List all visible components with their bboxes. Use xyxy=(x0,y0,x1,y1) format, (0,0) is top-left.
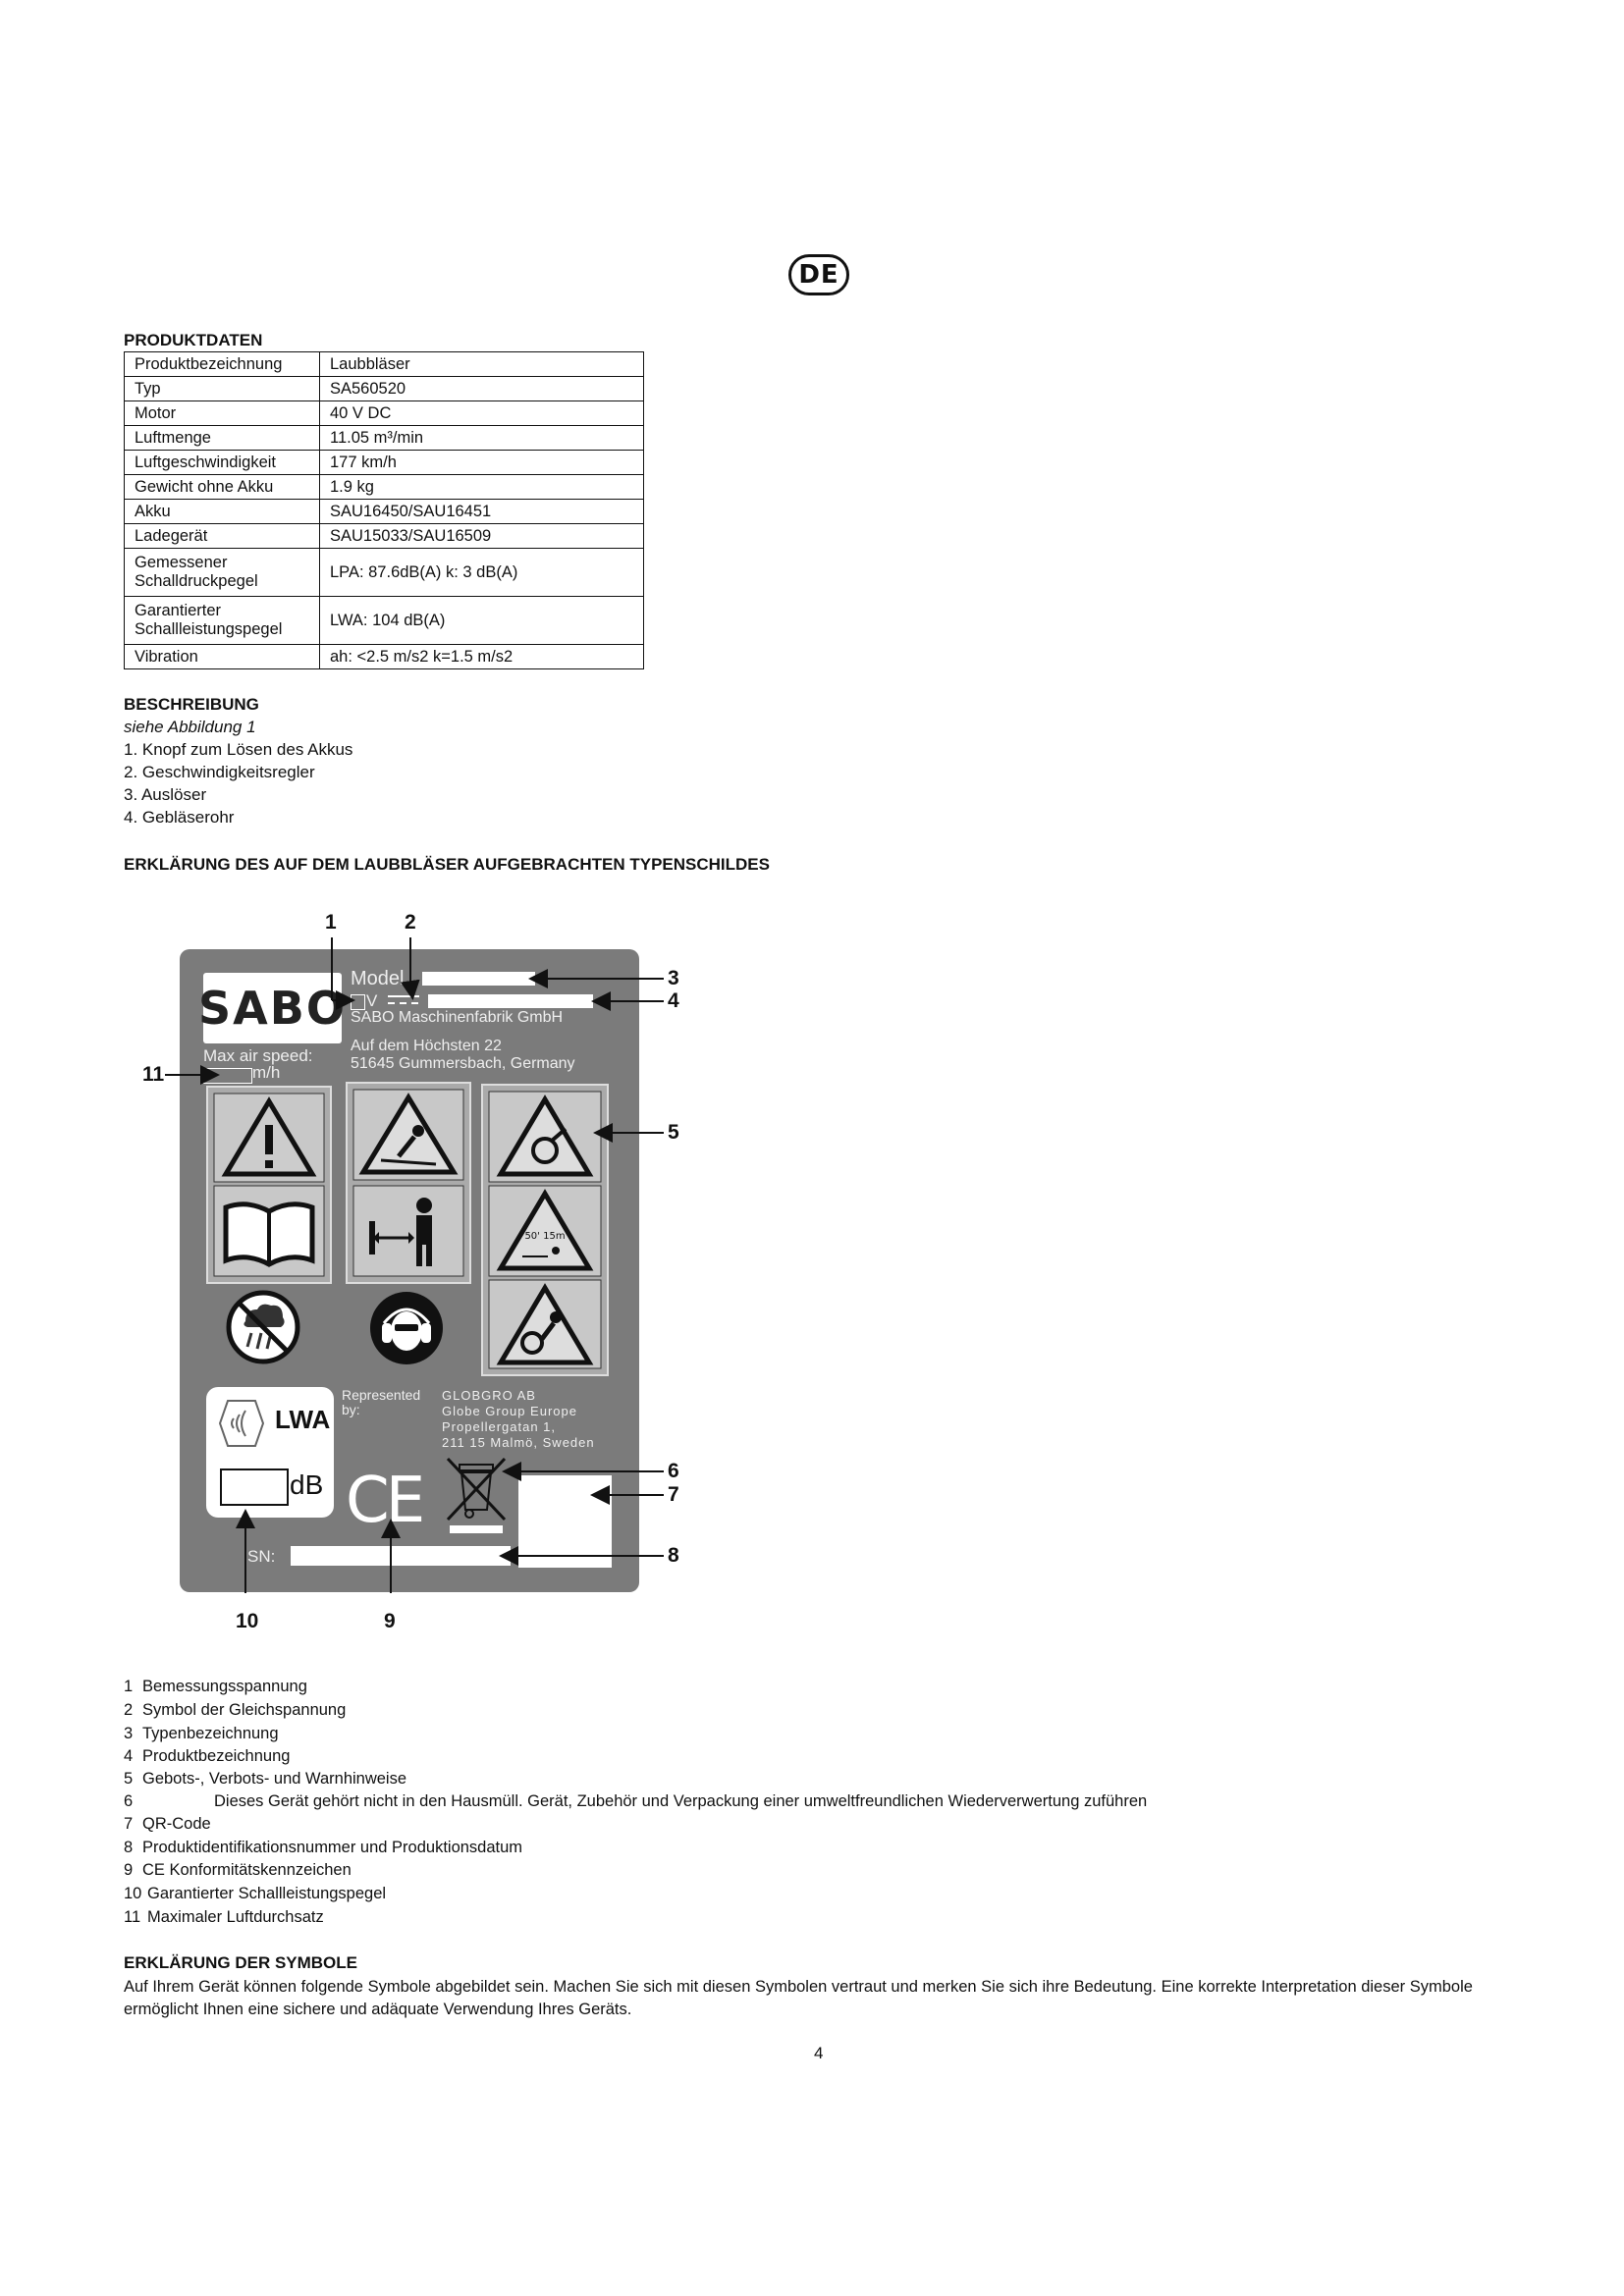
table-row xyxy=(125,426,644,451)
callout-5: 5 xyxy=(668,1121,679,1144)
table-row xyxy=(125,451,644,475)
language-badge: DE xyxy=(788,254,849,295)
list-item: 11 Maximaler Luftdurchsatz xyxy=(124,1908,324,1926)
list-item: 3. Auslöser xyxy=(124,785,207,804)
spec-value: ah: <2.5 m/s2 k=1.5 m/s2 xyxy=(320,645,644,669)
brand-logo: SABO xyxy=(203,973,342,1043)
product-data-heading: PRODUKTDATEN xyxy=(124,331,263,349)
speed-unit: m/h xyxy=(252,1063,281,1082)
list-item: 3 Typenbezeichnung xyxy=(124,1725,279,1742)
list-item: 4 Produktbezeichnung xyxy=(124,1747,291,1765)
table-row xyxy=(125,645,644,669)
representative-address: GLOBGRO AB Globe Group Europe Propellergatan 1, 211 15 Malmö, Sweden xyxy=(442,1388,595,1450)
spec-value: LWA: 104 dB(A) xyxy=(320,597,644,645)
voltage-label: V xyxy=(366,991,378,1010)
callout-8: 8 xyxy=(668,1544,679,1567)
spec-label: Typ xyxy=(125,377,320,401)
list-item: 9 CE Konformitätskennzeichen xyxy=(124,1861,352,1879)
sn-label: SN: xyxy=(247,1547,276,1566)
svg-text:50' 15m: 50' 15m xyxy=(524,1231,566,1242)
callout-1: 1 xyxy=(325,911,337,934)
spec-label: Produktbezeichnung xyxy=(125,352,320,377)
address-line-2: 51645 Gummersbach, Germany xyxy=(351,1055,575,1072)
symbols-heading: ERKLÄRUNG DER SYMBOLE xyxy=(124,1953,358,1972)
ce-mark: CE xyxy=(346,1465,422,1537)
spec-label: Luftgeschwindigkeit xyxy=(125,451,320,475)
table-row xyxy=(125,401,644,426)
list-item: 10 Garantierter Schallleistungspegel xyxy=(124,1885,387,1902)
spec-value: 177 km/h xyxy=(320,451,644,475)
callout-4: 4 xyxy=(668,989,679,1012)
description-heading: BESCHREIBUNG xyxy=(124,695,259,714)
spec-label: Akku xyxy=(125,500,320,524)
callout-11: 11 xyxy=(142,1063,165,1086)
lwa-label: LWA xyxy=(275,1405,331,1434)
rating-plate-heading: ERKLÄRUNG DES AUF DEM LAUBBLÄSER AUFGEBRACHTEN TYPENSCHILDES xyxy=(124,855,770,874)
spec-value: LPA: 87.6dB(A) k: 3 dB(A) xyxy=(320,549,644,597)
symbols-text-line-1: Auf Ihrem Gerät können folgende Symbole abgebildet sein. Machen Sie sich mit diesen Symbolen vertraut und merken Sie sich ihre Bedeutung. Eine korrekte Interpretation dieser Symbole xyxy=(124,1978,1473,1996)
spec-value: SA560520 xyxy=(320,377,644,401)
callout-lines xyxy=(137,898,697,1644)
description-subtitle: siehe Abbildung 1 xyxy=(124,718,256,736)
spec-label: Gemessener Schalldruckpegel xyxy=(125,549,320,597)
list-item: 4. Gebläserohr xyxy=(124,808,235,827)
table-row xyxy=(125,500,644,524)
represented-label: Represented by: xyxy=(342,1387,421,1417)
spec-label: Gewicht ohne Akku xyxy=(125,475,320,500)
list-item: 2 Symbol der Gleichspannung xyxy=(124,1701,347,1719)
address-line-1: Auf dem Höchsten 22 xyxy=(351,1038,502,1054)
max-air-speed-label: Max air speed: xyxy=(203,1046,313,1065)
list-item: 8 Produktidentifikationsnummer und Produktionsdatum xyxy=(124,1839,523,1856)
table-row xyxy=(125,524,644,549)
symbols-text-line-2: ermöglicht Ihnen eine sichere und adäquate Verwendung Ihres Geräts. xyxy=(124,2001,632,2018)
db-label: dB xyxy=(290,1469,324,1500)
list-item: 6 Dieses Gerät gehört nicht in den Hausmüll. Gerät, Zubehör und Verpackung einer umweltfreundlichen Wiederverwertung zuführen xyxy=(124,1792,1148,1810)
table-row xyxy=(125,475,644,500)
list-item: 2. Geschwindigkeitsregler xyxy=(124,763,315,781)
table-row xyxy=(125,377,644,401)
spec-label: Ladegerät xyxy=(125,524,320,549)
callout-2: 2 xyxy=(405,911,416,934)
callout-10: 10 xyxy=(236,1610,259,1632)
spec-value: 40 V DC xyxy=(320,401,644,426)
spec-label: Vibration xyxy=(125,645,320,669)
manufacturer-text: SABO Maschinenfabrik GmbH xyxy=(351,1009,564,1026)
model-label: Model xyxy=(351,968,405,989)
list-item: 1 Bemessungsspannung xyxy=(124,1678,307,1695)
table-row xyxy=(125,597,644,645)
list-item: 1. Knopf zum Lösen des Akkus xyxy=(124,740,353,759)
callout-9: 9 xyxy=(384,1610,396,1632)
page-number: 4 xyxy=(814,2044,824,2062)
spec-label: Motor xyxy=(125,401,320,426)
callout-6: 6 xyxy=(668,1460,679,1482)
spec-value: 11.05 m³/min xyxy=(320,426,644,451)
callout-3: 3 xyxy=(668,967,679,989)
spec-value: SAU16450/SAU16451 xyxy=(320,500,644,524)
spec-label: Luftmenge xyxy=(125,426,320,451)
list-item: 7 QR-Code xyxy=(124,1815,211,1833)
table-row xyxy=(125,352,644,377)
spec-value: 1.9 kg xyxy=(320,475,644,500)
table-row xyxy=(125,549,644,597)
callout-7: 7 xyxy=(668,1483,679,1506)
list-item: 5 Gebots-, Verbots- und Warnhinweise xyxy=(124,1770,407,1788)
product-data-table xyxy=(124,351,644,669)
spec-value: Laubbläser xyxy=(320,352,644,377)
spec-label: Garantierter Schallleistungspegel xyxy=(125,597,320,645)
description-list xyxy=(124,738,352,828)
spec-value: SAU15033/SAU16509 xyxy=(320,524,644,549)
